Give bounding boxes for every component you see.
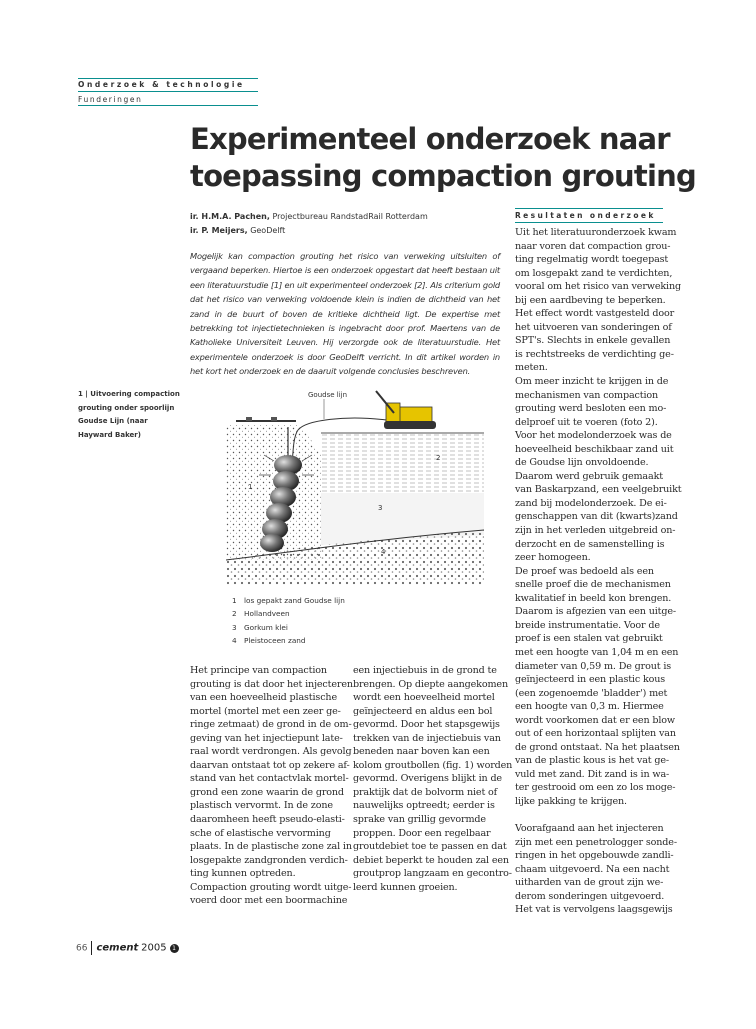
- text-line: grond een zone waarin de grond: [190, 786, 344, 798]
- text-line: nauwelijks optreedt; eerder is: [353, 800, 495, 812]
- text-line: sche of elastische vervorming: [190, 827, 331, 839]
- text-line: meten.: [515, 362, 548, 374]
- text-line: kwalitatief in beeld kon brengen.: [515, 592, 672, 604]
- body-column-2: [353, 664, 512, 894]
- text-line: gevormd. Door het stapsgewijs: [353, 719, 500, 731]
- text-line: De proef was bedoeld als een: [515, 565, 654, 577]
- text-line: geïnjecteerd en aldus een bol: [353, 705, 493, 717]
- figure-label-2: 2: [436, 454, 441, 462]
- figure-label-4: 4: [381, 548, 386, 556]
- legend-item: [232, 607, 345, 620]
- text-line: groutdebiet toe te passen en dat: [353, 841, 507, 853]
- text-line: leerd kunnen groeien.: [353, 881, 458, 893]
- header-rule-bottom: [78, 105, 258, 106]
- text-line: grouting is dat door het injecteren: [190, 678, 353, 690]
- text-line: breide instrumentatie. Voor de: [515, 619, 660, 631]
- text-line: praktijk dat de bolvorm niet of: [353, 786, 498, 798]
- figure-caption: 1 | Uitvoering compaction grouting onder spoorlijn Goudse Lijn (naar Hayward Baker): [78, 390, 180, 439]
- text-line: de grond ontstaat. Na het plaatsen: [515, 741, 680, 753]
- text-line: zeer homogeen.: [515, 552, 591, 564]
- text-line: plastisch vervormt. In de zone: [190, 800, 333, 812]
- text-line: groutprop langzaam en gecontro-: [353, 868, 512, 880]
- text-line: Om meer inzicht te krijgen in de: [515, 376, 669, 388]
- text-line: beneden naar boven kan een: [353, 746, 490, 758]
- magazine-name: cement: [96, 942, 139, 954]
- text-line: Compaction grouting wordt uitge-: [190, 881, 352, 893]
- text-line: ringen in het opgebouwde zandli-: [515, 850, 674, 862]
- legend-text: Gorkum klei: [244, 622, 288, 632]
- author-1-name: ir. H.M.A. Pachen,: [190, 212, 270, 221]
- text-line: grouting werd besloten een mo-: [515, 403, 667, 415]
- text-line: zand bij modelonderzoek. De ei-: [515, 497, 667, 509]
- text-line: ter gestrooid om een zo los moge-: [515, 782, 676, 794]
- author-2-name: ir. P. Meijers,: [190, 226, 248, 235]
- text-line: daaromheen heeft pseudo-elasti-: [190, 814, 345, 826]
- text-line: met een hoogte van 1,04 m en een: [515, 646, 679, 658]
- legend-text: Hollandveen: [244, 609, 290, 619]
- title-line-2: toepassing compaction grouting: [190, 159, 696, 193]
- legend-text: Pleistoceen zand: [244, 636, 306, 646]
- text-line: plaats. In de plastische zone zal in: [190, 841, 352, 853]
- text-line: Uit het literatuuronderzoek kwam: [515, 227, 677, 238]
- text-line: (een zogenoemde 'bladder') met: [515, 687, 668, 699]
- text-line: sprake van grillig gevormde: [353, 814, 486, 826]
- text-line: stand van het contactvlak mortel-: [190, 773, 349, 785]
- text-line: voerd door met een boormachine: [190, 895, 348, 907]
- text-line: van een hoeveelheid plastische: [190, 692, 337, 704]
- legend-number: 4: [232, 636, 237, 646]
- figure-label-1: 1: [248, 483, 253, 491]
- author-2: [190, 226, 285, 235]
- legend-text: los gepakt zand Goudse lijn: [244, 596, 345, 605]
- text-line: [515, 809, 681, 823]
- text-line: derzocht en de samenstelling is: [515, 538, 665, 550]
- text-line: kolom groutbollen (fig. 1) worden: [353, 759, 513, 771]
- text-line: een injectiebuis in de grond te: [353, 665, 497, 676]
- text-line: derom sonderingen uitgevoerd.: [515, 890, 665, 902]
- text-line: mechanismen van compaction: [515, 389, 659, 401]
- results-rule-bottom: [515, 222, 663, 223]
- header-rule-top: [78, 78, 258, 79]
- drill-rig-icon: [376, 391, 436, 429]
- text-line: lijke pakking te krijgen.: [515, 795, 627, 807]
- figure-label-3: 3: [378, 504, 383, 512]
- author-1: [190, 212, 428, 221]
- text-line: delproef uit te voeren (foto 2).: [515, 416, 658, 428]
- text-line: ringe zetmaat) de grond in de om-: [190, 719, 352, 731]
- text-line: Het vat is vervolgens laagsgewijs: [515, 904, 673, 916]
- text-line: trekken van de injectiebuis van: [353, 732, 501, 744]
- text-line: van de plastic kous is het vat ge-: [515, 755, 669, 767]
- text-line: om losgepakt zand te verdichten,: [515, 267, 673, 279]
- header-rule-middle: [78, 91, 258, 92]
- text-line: ting kunnen optreden.: [190, 868, 296, 880]
- compaction-grouting-figure: [226, 385, 484, 593]
- figure-label-goudse-lijn: Goudse lijn: [308, 391, 348, 399]
- text-line: vooral om het risico van verweking: [515, 281, 681, 293]
- text-line: een hoogte van 0,3 m. Hiermee: [515, 701, 664, 713]
- section-label: Onderzoek & technologie: [78, 80, 245, 89]
- text-line: zijn met een penetrologger sonde-: [515, 836, 677, 848]
- magazine-year: 2005: [141, 942, 167, 954]
- figure-legend: [232, 594, 345, 648]
- legend-number: 3: [232, 622, 237, 632]
- text-line: proppen. Door een regelbaar: [353, 827, 491, 839]
- text-line: SPT's. Slechts in enkele gevallen: [515, 335, 671, 347]
- peat-layer: [321, 433, 484, 493]
- text-line: Voor het modelonderzoek was de: [515, 430, 672, 442]
- article-title: [190, 121, 710, 195]
- text-line: hoeveelheid beschikbaar zand uit: [515, 443, 674, 455]
- text-line: ting regelmatig wordt toegepast: [515, 254, 669, 266]
- text-line: losgepakte zandgronden verdich-: [190, 854, 348, 866]
- legend-number: 2: [232, 609, 237, 619]
- text-line: out of een horizontaal splijten van: [515, 728, 676, 740]
- text-line: geïnjecteerd in een plastic kous: [515, 674, 666, 686]
- text-line: raal wordt verdrongen. Als gevolg: [190, 746, 352, 758]
- text-line: genschappen van dit (kwarts)zand: [515, 511, 678, 523]
- text-line: bij een aardbeving te beperken.: [515, 294, 666, 306]
- text-line: Daarom werd gebruik gemaakt: [515, 470, 663, 482]
- page-footer: [76, 941, 179, 955]
- legend-item: [232, 634, 345, 647]
- text-line: van Baskarpzand, een veelgebruikt: [515, 484, 682, 496]
- footer-divider: [91, 941, 92, 955]
- text-line: de Goudse lijn onvoldoende.: [515, 457, 649, 469]
- issue-number: 1: [170, 944, 179, 953]
- text-line: is rechtstreeks de verdichting ge-: [515, 348, 674, 360]
- body-column-3: [515, 226, 681, 917]
- intro-paragraph: Mogelijk kan compaction grouting het risico van verweking uitsluiten of vergaand beperken. Hiertoe is een onderzoek opgestart dat heeft bestaan uit een literatuurstudie [1] en uit experimenteel onderzoek [2]. Als criterium gold dat het risico van verweking voldoende klein is indien de dichtheid van het zand in de buurt of boven de kritieke dichtheid ligt. De expertise met betrekking tot injectietechnieken is ingebracht door prof. Maertens van de Katholieke Universiteit Leuven. Hij verzorgde ook de literatuurstudie. Het experimentele onderzoek is door GeoDelft verricht. In dit artikel worden in het kort het onderzoek en de daaruit volgende conclusies beschreven.: [190, 251, 500, 377]
- author-2-affiliation: GeoDelft: [250, 226, 286, 235]
- text-line: Het effect wordt vastgesteld door: [515, 308, 675, 320]
- text-line: brengen. Op diepte aangekomen: [353, 678, 508, 690]
- text-line: wordt een hoeveelheid mortel: [353, 692, 495, 704]
- text-line: diameter van 0,59 m. De grout is: [515, 660, 672, 672]
- text-line: chaam uitgevoerd. Na een nacht: [515, 863, 670, 875]
- text-line: daarvan ontstaat tot op zekere af-: [190, 759, 350, 771]
- text-line: vuld met zand. Dit zand is in wa-: [515, 768, 670, 780]
- text-line: Voorafgaand aan het injecteren: [515, 823, 664, 835]
- subsection-label: Funderingen: [78, 95, 143, 104]
- author-1-affiliation: Projectbureau RandstadRail Rotterdam: [272, 212, 428, 221]
- results-heading: Resultaten onderzoek: [515, 211, 656, 220]
- text-line: gevormd. Overigens blijkt in de: [353, 773, 502, 785]
- title-line-1: Experimenteel onderzoek naar: [190, 122, 670, 156]
- text-line: uitharden van de grout zijn we-: [515, 877, 664, 889]
- text-line: Daarom is afgezien van een uitge-: [515, 606, 676, 618]
- body-column-1: [190, 664, 353, 908]
- results-rule-top: [515, 208, 663, 209]
- legend-item: [232, 621, 345, 634]
- legend-item: [232, 594, 345, 607]
- text-line: snelle proef die de mechanismen: [515, 579, 671, 591]
- text-line: mortel (mortel met een zeer ge-: [190, 705, 341, 717]
- text-line: proef is een stalen vat gebruikt: [515, 633, 663, 645]
- text-line: debiet beperkt te houden zal een: [353, 854, 509, 866]
- text-line: zijn in het verleden uitgebreid on-: [515, 525, 676, 537]
- text-line: geving van het injectiepunt late-: [190, 732, 343, 744]
- text-line: naar voren dat compaction grou-: [515, 240, 671, 252]
- text-line: het uitvoeren van sonderingen of: [515, 321, 672, 333]
- text-line: wordt voorkomen dat er een blow: [515, 714, 675, 726]
- legend-number: 1: [232, 596, 237, 605]
- text-line: Het principe van compaction: [190, 665, 327, 676]
- page-number: 66: [76, 943, 88, 954]
